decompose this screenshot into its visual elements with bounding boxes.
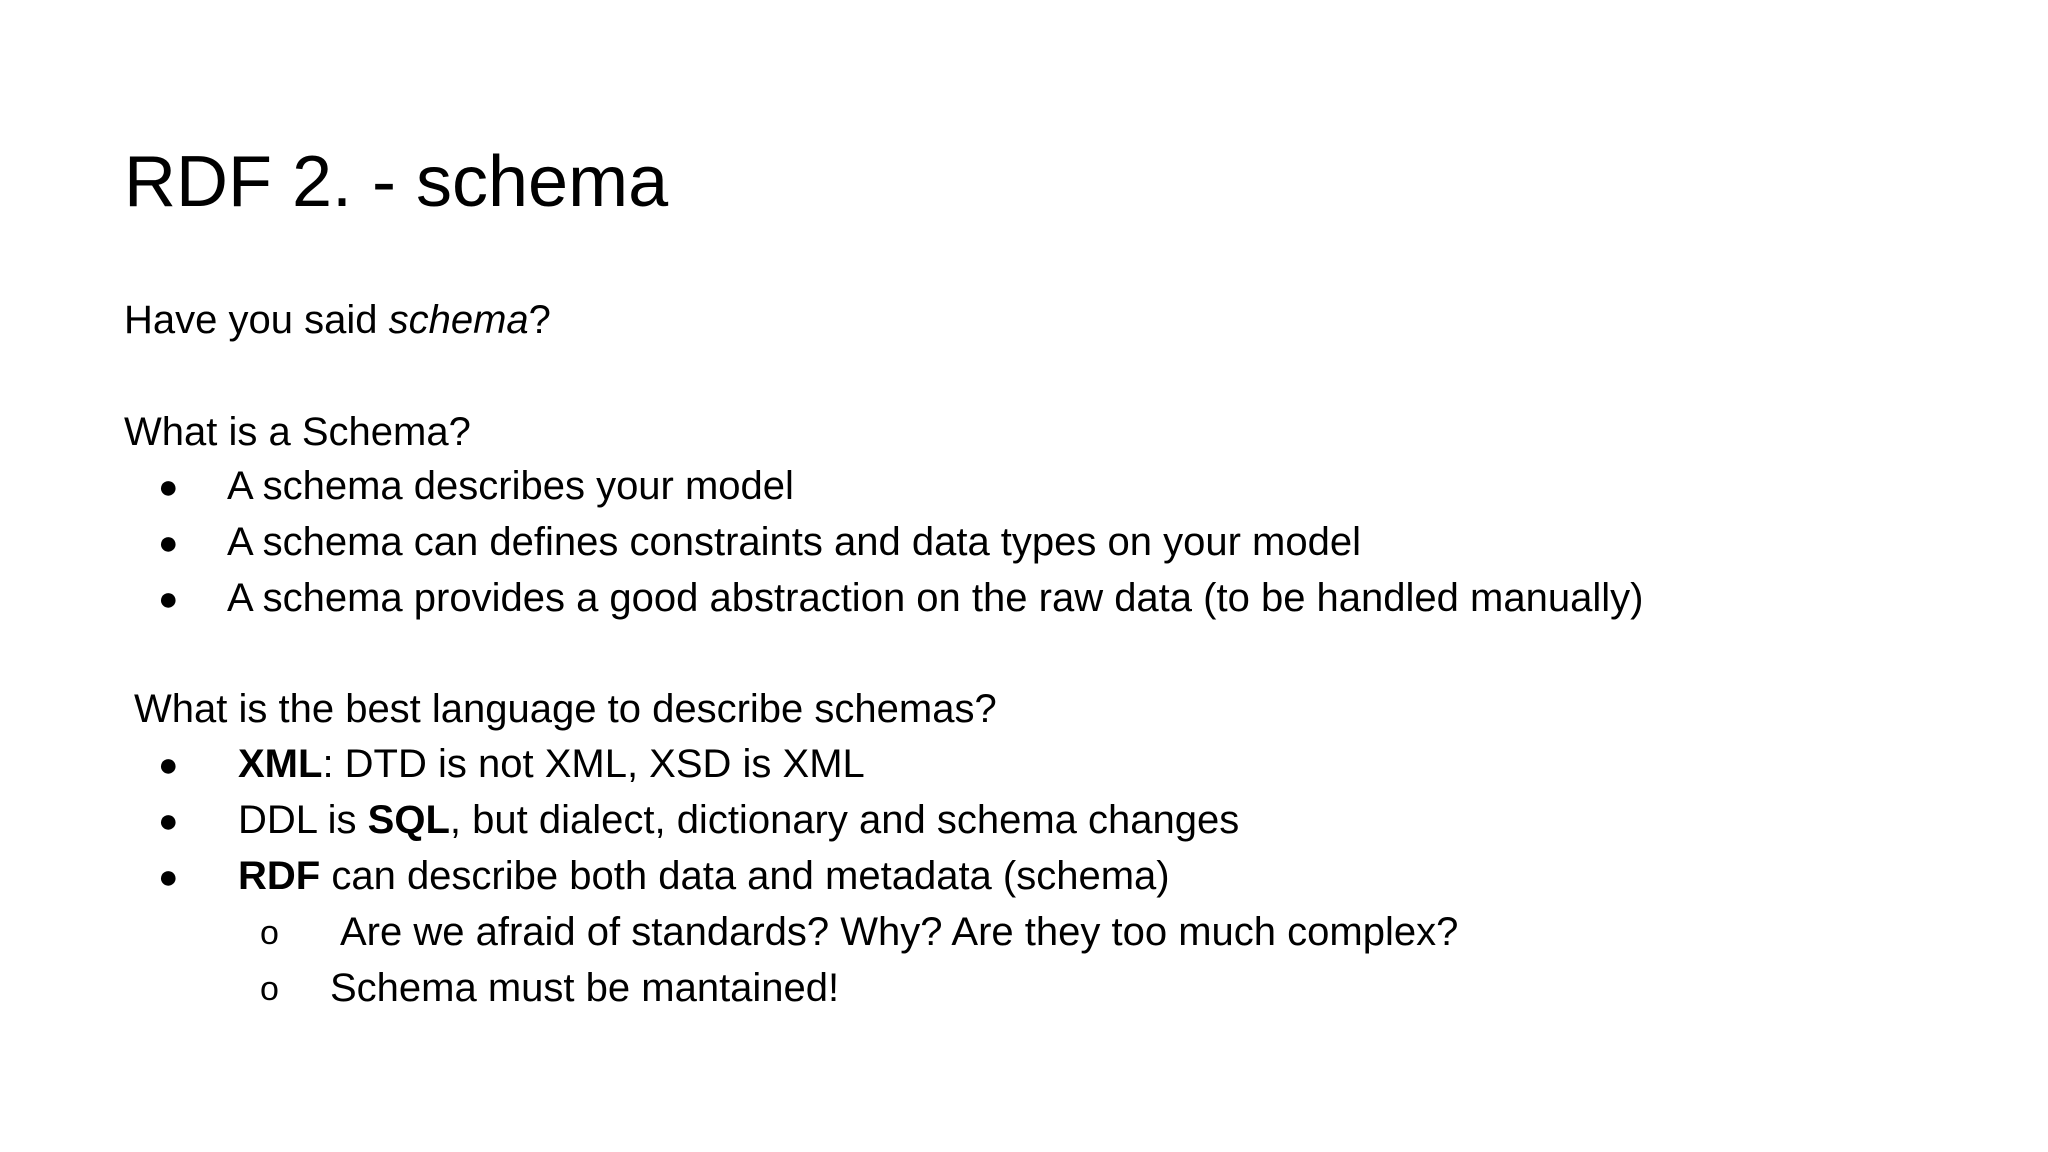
sql-pre: DDL is: [238, 798, 368, 842]
rdf-bold: RDF: [238, 854, 321, 898]
section1-heading: What is a Schema?: [124, 410, 471, 454]
bullet-dot: ●: [158, 802, 179, 840]
xml-bold: XML: [238, 742, 323, 786]
intro-line: [124, 296, 551, 344]
subbullet-circle: o: [260, 970, 279, 1008]
subbullet-circle: o: [260, 914, 279, 952]
section1-item: A schema provides a good abstraction on the raw data (to be handled manually): [227, 576, 1644, 620]
section2-item-xml: [238, 740, 865, 788]
section2-item-sql: [238, 796, 1239, 844]
section2-subitem: Schema must be mantained!: [330, 966, 840, 1010]
xml-rest: : DTD is not XML, XSD is XML: [322, 742, 865, 786]
bullet-dot: ●: [158, 746, 179, 784]
slide-title: RDF 2. - schema: [124, 142, 669, 222]
sql-bold: SQL: [367, 798, 450, 842]
intro-emphasis: schema: [388, 298, 529, 342]
bullet-dot: ●: [158, 468, 179, 506]
section2-heading: What is the best language to describe schemas?: [134, 687, 997, 731]
section1-item: A schema can defines constraints and data types on your model: [227, 520, 1362, 564]
intro-prefix: Have you said: [124, 298, 389, 342]
intro-suffix: ?: [528, 298, 551, 342]
bullet-dot: ●: [158, 524, 179, 562]
section2-subitem: Are we afraid of standards? Why? Are they too much complex?: [340, 910, 1459, 954]
section2-item-rdf: [238, 852, 1170, 900]
rdf-rest: can describe both data and metadata (schema): [320, 854, 1170, 898]
sql-rest: , but dialect, dictionary and schema changes: [449, 798, 1240, 842]
bullet-dot: ●: [158, 858, 179, 896]
bullet-dot: ●: [158, 580, 179, 618]
section1-item: A schema describes your model: [227, 464, 794, 508]
